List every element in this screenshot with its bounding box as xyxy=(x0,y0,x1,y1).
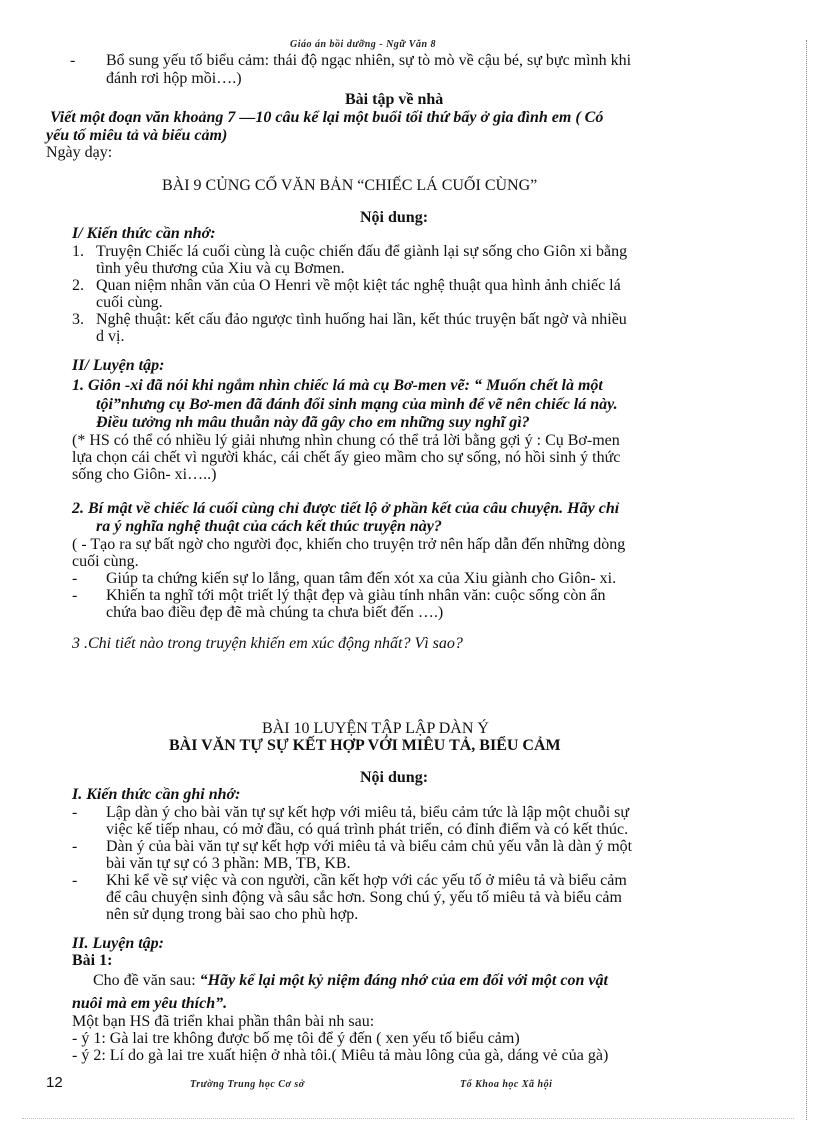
lesson10-title-line-1: BÀI 10 LUYỆN TẬP LẬP DÀN Ý xyxy=(262,720,489,737)
item-2-line-1: Quan niệm nhân văn của O Henri về một kiệt tác nghệ thuật qua hình ảnh chiếc lá xyxy=(96,277,621,294)
lesson9-content-heading: Nội dung: xyxy=(360,209,429,226)
lesson10-content-heading: Nội dung: xyxy=(360,769,429,786)
answer-1-line-1: (* HS có thể có nhiều lý giải nhưng nhìn chung có thể trả lời bằng gợi ý : Cụ Bơ-men xyxy=(72,432,620,449)
teach-date: Ngày dạy: xyxy=(46,144,113,161)
idea-1: - ý 1: Gà lai tre không được bố mẹ tôi để ý đến ( xen yếu tố biểu cảm) xyxy=(72,1030,520,1047)
homework-line-2: yếu tố miêu tả và biểu cảm) xyxy=(46,127,228,144)
answer-2-bullet-2-line-1: Khiến ta nghĩ tới một triết lý thật đẹp và giàu tính nhân văn: cuộc sống còn ẩn xyxy=(106,587,606,604)
knowledge-bullet-2-line-2: bài văn tự sự có 3 phần: MB, TB, KB. xyxy=(106,855,351,872)
item-number: 1. xyxy=(72,243,84,260)
prompt-line-1 xyxy=(93,973,608,989)
bullet-dash: - xyxy=(72,804,78,821)
answer-2-line-2: cuối cùng. xyxy=(72,553,139,570)
page-edge-right xyxy=(806,40,808,1120)
answer-1-line-3: sống cho Giôn- xi…..) xyxy=(72,466,217,483)
top-bullet-line-2: đánh rơi hộp mồi….) xyxy=(106,70,242,87)
lesson10-title-line-2: BÀI VĂN TỰ SỰ KẾT HỢP VỚI MIÊU TẢ, BIỂU CẢM xyxy=(169,737,561,754)
page-edge-bottom xyxy=(22,1118,794,1119)
knowledge-bullet-3-line-1: Khi kể về sự việc và con người, cần kết hợp với các yếu tố ở miêu tả và biểu cảm xyxy=(106,872,627,889)
student-line: Một bạn HS đã triển khai phần thân bài nh sau: xyxy=(72,1013,375,1030)
lesson9-section1-heading: I/ Kiến thức cần nhớ: xyxy=(72,225,216,242)
bullet-dash: - xyxy=(72,587,78,604)
answer-2-bullet-2-line-2: chứa bao điều đẹp đẽ mà chúng ta chưa biết đến ….) xyxy=(106,604,444,621)
question-1-line-1: 1. Giôn -xi đã nói khi ngắm nhìn chiếc lá mà cụ Bơ-men vẽ: “ Muốn chết là một xyxy=(72,377,603,394)
question-2-line-2: ra ý nghĩa nghệ thuật của cách kết thúc truyện này? xyxy=(96,518,442,535)
item-number: 2. xyxy=(72,277,84,294)
prompt-quote-1: “Hãy kể lại một kỷ niệm đáng nhớ của em đối với một con vật xyxy=(199,972,608,989)
idea-2: - ý 2: Lí do gà lai tre xuất hiện ở nhà tôi.( Miêu tả màu lông của gà, dáng vẻ của gà) xyxy=(72,1047,609,1064)
item-1-line-2: tình yêu thương của Xiu và cụ Bơmen. xyxy=(96,260,345,277)
answer-1-line-2: lựa chọn cái chết vì người khác, cái chết ấy gieo mầm cho sự sống, nó hồi sinh ý thức xyxy=(72,449,621,466)
lesson10-section2-heading: II. Luyện tập: xyxy=(72,935,164,952)
knowledge-bullet-2-line-1: Dàn ý của bài văn tự sự kết hợp với miêu tả và biểu cảm chủ yếu vẫn là dàn ý một xyxy=(106,838,633,855)
homework-line-1: Viết một đoạn văn khoảng 7 —10 câu kể lại một buổi tối thứ bẩy ở gia đình em ( Có xyxy=(50,109,604,126)
top-bullet-line-1: Bổ sung yếu tố biểu cảm: thái độ ngạc nhiên, sự tò mò về cậu bé, sự bực mình khi xyxy=(106,52,632,69)
item-3-line-1: Nghệ thuật: kết cấu đảo ngược tình huống hai lần, kết thúc truyện bất ngờ và nhiều xyxy=(96,311,627,328)
page-header: Giáo án bồi dưỡng - Ngữ Văn 8 xyxy=(290,39,437,50)
knowledge-bullet-1-line-1: Lập dàn ý cho bài văn tự sự kết hợp với miêu tả, biểu cảm tức là lập một chuỗi sự xyxy=(106,804,630,821)
exercise-heading: Bài 1: xyxy=(72,952,113,969)
bullet-dash: - xyxy=(72,570,78,587)
homework-title: Bài tập về nhà xyxy=(345,91,444,108)
footer-school: Trường Trung học Cơ sở xyxy=(190,1079,305,1090)
question-3: 3 .Chi tiết nào trong truyện khiến em xúc động nhất? Vì sao? xyxy=(72,635,463,652)
bullet-dash: - xyxy=(72,872,78,889)
page-number: 12 xyxy=(46,1074,63,1091)
item-number: 3. xyxy=(72,311,84,328)
knowledge-bullet-3-line-2: để câu chuyện sinh động và sâu sắc hơn. Song chú ý, yếu tố miêu tả và biểu cảm xyxy=(106,889,622,906)
knowledge-bullet-3-line-3: nên sử dụng trong bài sao cho phù hợp. xyxy=(106,906,359,923)
answer-2-line-1: ( - Tạo ra sự bất ngờ cho người đọc, khiến cho truyện trở nên hấp dẫn đến những dòng xyxy=(72,536,626,553)
lesson10-section1-heading: I. Kiến thức cần ghi nhớ: xyxy=(72,786,241,803)
bullet-dash: - xyxy=(70,52,76,69)
lesson9-title: BÀI 9 CỦNG CỐ VĂN BẢN “CHIẾC LÁ CUỐI CÙNG” xyxy=(162,177,538,194)
item-1-line-1: Truyện Chiếc lá cuối cùng là cuộc chiến đấu để giành lại sự sống cho Giôn xi bằng xyxy=(96,243,628,260)
bullet-dash: - xyxy=(72,838,78,855)
item-2-line-2: cuối cùng. xyxy=(96,294,163,311)
question-2-line-1: 2. Bí mật về chiếc lá cuối cùng chỉ được tiết lộ ở phần kết của câu chuyện. Hãy chỉ xyxy=(72,500,620,517)
question-1-line-2: tội”nhưng cụ Bơ-men đã đánh đổi sinh mạng của mình để vẽ nên chiếc lá này. xyxy=(96,396,618,413)
prompt-quote-2: nuôi mà em yêu thích”. xyxy=(72,995,228,1012)
prompt-intro: Cho đề văn sau: xyxy=(93,972,200,989)
question-1-line-3: Điều tưởng nh mâu thuẫn này đã gây cho em những suy nghĩ gì? xyxy=(96,414,530,431)
footer-department: Tổ Khoa học Xã hội xyxy=(460,1079,553,1090)
lesson9-section2-heading: II/ Luyện tập: xyxy=(72,357,165,374)
item-3-line-2: d vị. xyxy=(96,328,125,345)
knowledge-bullet-1-line-2: việc kế tiếp nhau, có mở đầu, có quá trình phát triển, có đỉnh điểm và có kết thúc. xyxy=(106,821,629,838)
answer-2-bullet-1: Giúp ta chứng kiến sự lo lắng, quan tâm đến xót xa của Xiu giành cho Giôn- xi. xyxy=(106,570,617,587)
